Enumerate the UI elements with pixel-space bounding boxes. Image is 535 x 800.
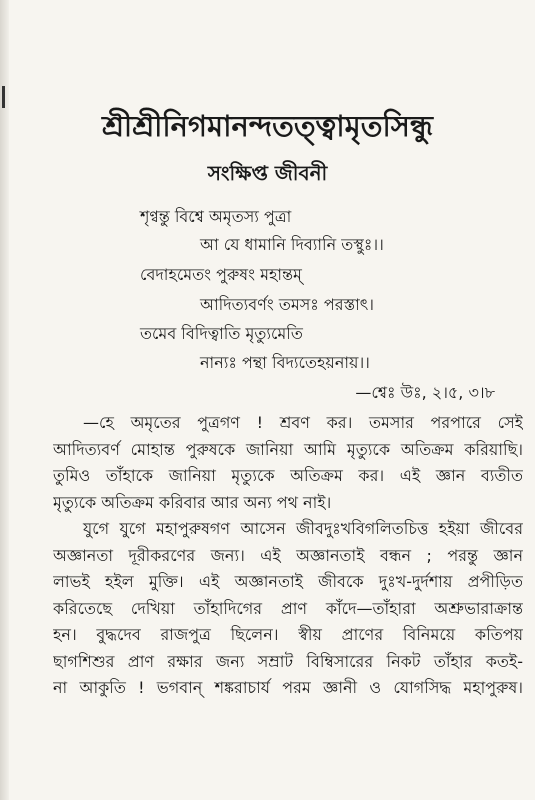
- paragraph-line: লাভই হইল মুক্তি। এই অজ্ঞানতাই জীবকে দুঃখ-দুর্দশায় প্রপীড়িত: [53, 572, 523, 591]
- page-title: শ্রীশ্রীনিগমানন্দতত্ত্বামৃতসিন্ধু: [102, 109, 433, 143]
- verse-line: আদিত্যবর্ণং তমসঃ পরস্তাৎ।: [200, 295, 375, 314]
- paragraph-line: মৃত্যুকে অতিক্রম করিবার আর অন্য পথ নাই।: [53, 492, 332, 512]
- paragraph-line: করিতেছে দেখিয়া তাঁহাদিগের প্রাণ কাঁদে—তাঁহারা অশ্রুভারাক্রান্ত: [53, 598, 523, 618]
- body-text: [53, 410, 523, 702]
- gutter-mark: [2, 86, 5, 108]
- paragraph-line: অজ্ঞানতা দূরীকরণের জন্য। এই অজ্ঞানতাই বন্ধন ; পরন্তু জ্ঞান: [53, 545, 523, 565]
- verse-line: বেদাহমেতং পুরুষং মহান্তম্: [140, 265, 302, 284]
- paragraph-line: ছাগশিশুর প্রাণ রক্ষার জন্য সম্রাট বিম্বিসারের নিকট তাঁহার কতই-: [53, 651, 523, 671]
- paragraph-line: হন। বুদ্ধদেব রাজপুত্র ছিলেন। স্বীয় প্রাণের বিনিময়ে কতিপয়: [53, 625, 523, 644]
- verse-line: তমেব বিদিত্বাতি মৃত্যুমেতি: [140, 324, 303, 343]
- page-subtitle: সংক্ষিপ্ত জীবনী: [207, 161, 328, 185]
- verse-line: শৃণ্বন্তু বিশ্বে অমৃতস্য পুত্রা: [140, 207, 292, 226]
- paragraph-line: —হে অমৃতের পুত্রগণ ! শ্রবণ কর। তমসার পরপারে সেই: [83, 413, 523, 432]
- verse-line: আ যে ধামানি দিব্যানি তস্থুঃ।।: [200, 235, 384, 254]
- paragraph-line: আদিত্যবর্ণ মোহান্ত পুরুষকে জানিয়া আমি মৃত্যুকে অতিক্রম করিয়াছি।: [53, 439, 523, 459]
- paragraph-line: না আকুতি ! ভগবান্ শঙ্করাচার্য পরম জ্ঞানী ও যোগসিদ্ধ মহাপুরুষ।: [53, 678, 523, 697]
- paragraph-line: যুগে যুগে মহাপুরুষগণ আসেন জীবদুঃখবিগলিতচিত্ত হইয়া জীবের: [83, 519, 523, 538]
- paragraph-line: তুমিও তাঁহাকে জানিয়া মৃত্যুকে অতিক্রম কর। এই জ্ঞান ব্যতীত: [53, 466, 523, 485]
- verse-line: নান্যঃ পন্থা বিদ্যতেহয়নায়।।: [200, 353, 370, 372]
- verse-reference: —শ্বেঃ উঃ, ২।৫, ৩।৮: [355, 383, 495, 402]
